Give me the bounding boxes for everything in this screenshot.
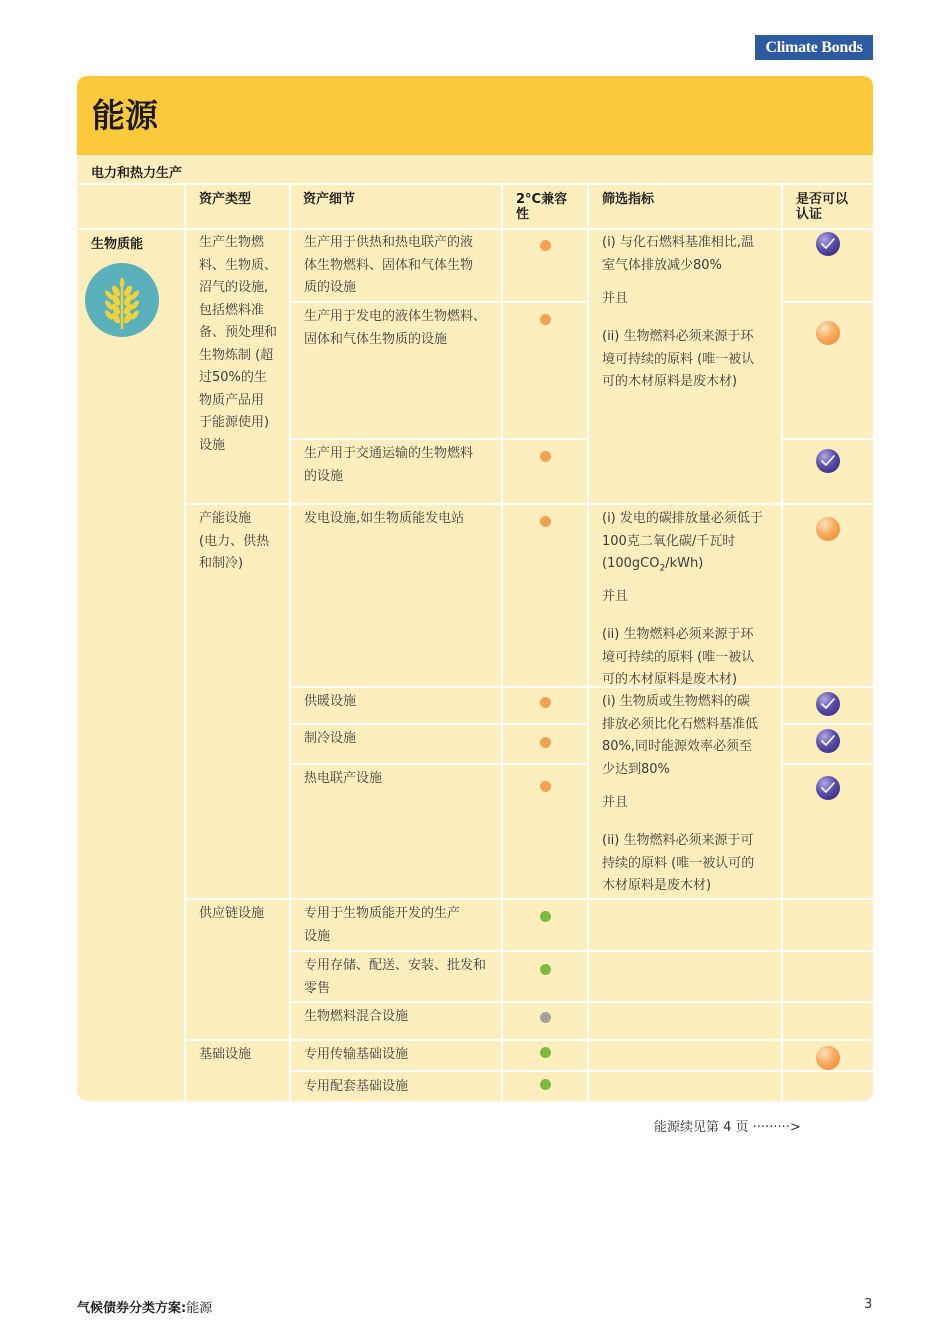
detail-blending: 生物燃料混合设施 <box>304 1009 409 1024</box>
certifiable-badge <box>816 232 840 256</box>
footer-prefix: 气候债券分类方案: <box>77 1301 187 1316</box>
grid-line <box>291 763 587 765</box>
certifiable-badge <box>816 321 840 345</box>
detail-dedicated-production: 专用于生物质能开发的生产 设施 <box>304 906 461 944</box>
grid-line <box>291 686 873 688</box>
criteria-3-source: (ii) 生物燃料必须来源于可 持续的原料 (唯一被认可的 木材原料是废木材) <box>602 833 755 893</box>
compat-dot <box>540 1079 551 1090</box>
asset-type-supply-chain: 供应链设施 <box>199 906 265 921</box>
wheat-icon-graphic <box>85 263 159 337</box>
grid-line <box>289 183 291 1101</box>
detail-heating: 供暖设施 <box>304 694 357 709</box>
grid-line <box>291 1001 873 1003</box>
sub-header <box>77 157 873 185</box>
card-header <box>77 76 873 155</box>
detail-transport-biofuel: 生产用于交通运输的生物燃料 的设施 <box>304 446 474 484</box>
compat-dot <box>540 1047 551 1058</box>
certifiable-badge <box>816 729 840 753</box>
check-icon <box>820 697 836 711</box>
criteria-2-source: (ii) 生物燃料必须来源于环 境可持续的原料 (唯一被认 可的木材原料是废木材) <box>602 627 755 687</box>
grid-line <box>783 301 873 303</box>
criteria-1-and: 并且 <box>602 291 629 306</box>
compat-dot <box>540 781 551 792</box>
criteria-2-unit <box>602 553 703 580</box>
detail-storage-distribution: 专用存储、配送、安装、批发和 零售 <box>304 958 487 996</box>
check-icon <box>820 237 836 251</box>
grid-line <box>783 438 873 440</box>
certifiable-badge <box>816 692 840 716</box>
page-title: 能源 <box>92 96 158 135</box>
detail-power-plant: 发电设施,如生物质能发电站 <box>304 511 465 526</box>
grid-line <box>781 183 783 1101</box>
criteria-3-emissions: (i) 生物质或生物燃料的碳 排放必须比化石燃料基准低 80%,同时能源效率必须至 少达到80% <box>602 694 759 777</box>
header-asset-detail: 资产细节 <box>303 192 356 207</box>
grid-line <box>186 898 873 900</box>
grid-line <box>501 183 503 1101</box>
header-asset-type: 资产类型 <box>199 192 252 207</box>
grid-line <box>291 723 587 725</box>
climate-bonds-logo: Climate Bonds <box>755 35 873 60</box>
criteria-3-and: 并且 <box>602 795 629 810</box>
sector-label: 生物质能 <box>91 237 144 252</box>
asset-type-infrastructure: 基础设施 <box>199 1047 252 1062</box>
compat-dot <box>540 314 551 325</box>
grid-line <box>186 1039 873 1041</box>
detail-cooling: 制冷设施 <box>304 731 357 746</box>
asset-type-production: 生产生物燃 料、生物质、 沼气的设施, 包括燃料准 备、预处理和 生物炼制 (超 过50%的生 物质产品用 于能源使用) 设施 <box>199 235 278 453</box>
compat-dot <box>540 911 551 922</box>
check-icon <box>820 454 836 468</box>
asset-type-generation: 产能设施 (电力、供热 和制冷) <box>199 511 270 571</box>
certifiable-badge <box>816 449 840 473</box>
energy-table-card <box>77 76 873 1101</box>
certifiable-badge <box>816 776 840 800</box>
grid-line <box>291 301 587 303</box>
section-subtitle: 电力和热力生产 <box>91 166 183 181</box>
grid-line <box>291 950 873 952</box>
certifiable-badge <box>816 1046 840 1070</box>
criteria-1-ghg: (i) 与化石燃料基准相比,温 室气体排放减少80% <box>602 235 755 273</box>
compat-dot <box>540 697 551 708</box>
continue-note: 能源续见第 4 页 ·········> <box>654 1120 801 1135</box>
grid-line <box>77 228 873 230</box>
header-two-degree: 2°C兼容 性 <box>516 192 568 222</box>
detail-supporting-infra: 专用配套基础设施 <box>304 1079 409 1094</box>
header-criteria: 筛选指标 <box>602 192 655 207</box>
check-icon <box>820 734 836 748</box>
grid-line <box>291 438 587 440</box>
compat-dot <box>540 516 551 527</box>
wheat-icon <box>85 263 159 337</box>
compat-dot <box>540 1012 551 1023</box>
detail-transmission: 专用传输基础设施 <box>304 1047 409 1062</box>
criteria-2-and: 并且 <box>602 589 629 604</box>
grid-line <box>291 1070 873 1072</box>
grid-line <box>186 503 873 505</box>
compat-dot <box>540 451 551 462</box>
criteria-1-source: (ii) 生物燃料必须来源于环 境可持续的原料 (唯一被认 可的木材原料是废木材) <box>602 329 755 389</box>
certifiable-badge <box>816 517 840 541</box>
grid-line <box>783 723 873 725</box>
criteria-2-unit-sub: 2 <box>659 563 666 574</box>
compat-dot <box>540 240 551 251</box>
check-icon <box>820 781 836 795</box>
detail-chp: 热电联产设施 <box>304 771 383 786</box>
detail-heat-biofuel: 生产用于供热和热电联产的液 体生物燃料、固体和气体生物 质的设施 <box>304 235 474 295</box>
grid-line <box>184 183 186 1101</box>
grid-line <box>783 763 873 765</box>
criteria-2-emissions: (i) 发电的碳排放量必须低于 100克二氧化碳/千瓦时 <box>602 511 763 549</box>
criteria-2-unit-pre: (100gCO <box>602 556 660 571</box>
footer-title <box>77 1297 212 1316</box>
header-certifiable: 是否可以 认证 <box>796 192 849 222</box>
grid-line <box>587 183 589 1101</box>
footer-section: 能源 <box>186 1301 213 1316</box>
compat-dot <box>540 964 551 975</box>
compat-dot <box>540 737 551 748</box>
page-number: 3 <box>864 1297 873 1312</box>
detail-power-biofuel: 生产用于发电的液体生物燃料、 固体和气体生物质的设施 <box>304 309 487 347</box>
criteria-2-unit-post: /kWh) <box>665 556 704 571</box>
